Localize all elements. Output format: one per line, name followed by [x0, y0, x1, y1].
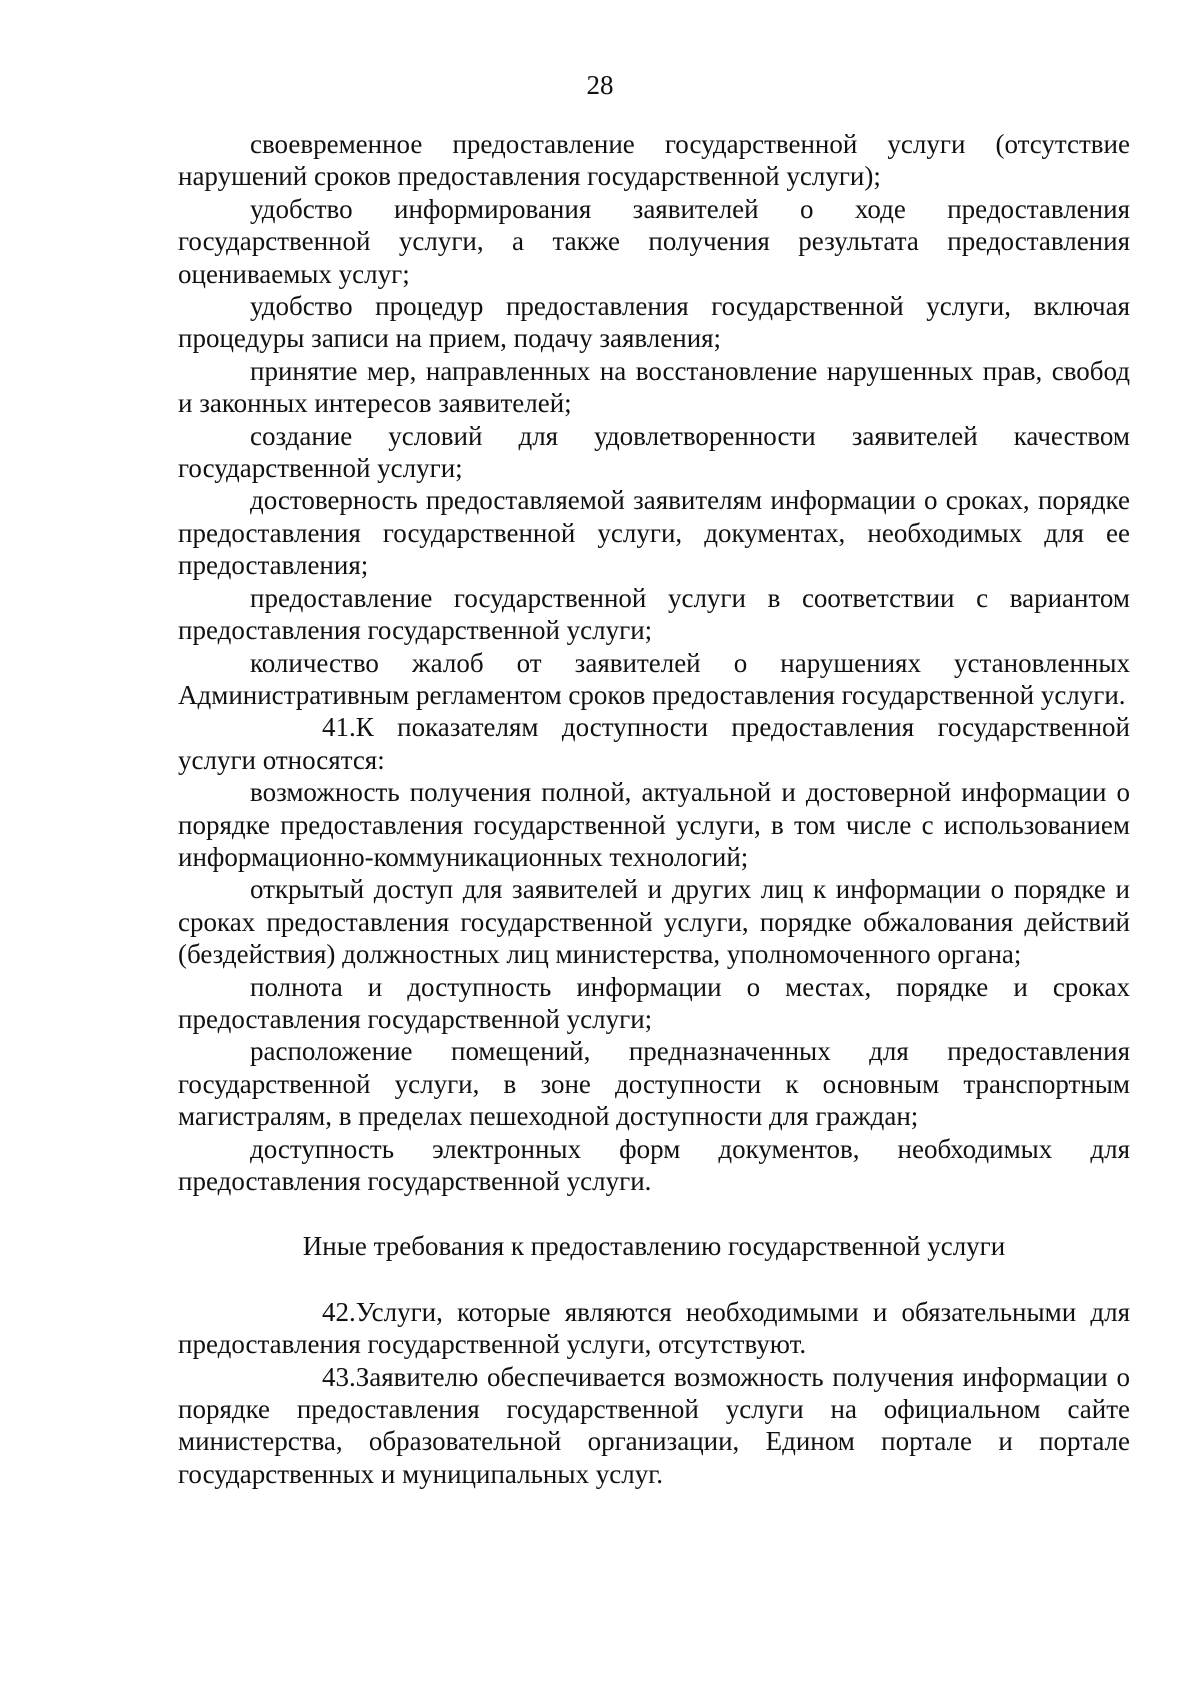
numbered-item-42 — [178, 1296, 1130, 1361]
paragraph: доступность электронных форм документов, необходимых для предоставления государственной услуги. — [178, 1133, 1130, 1196]
paragraph: удобство процедур предоставления государственной услуги, включая процедуры записи на прием, подачу заявления; — [178, 291, 1130, 354]
page-number: 28 — [586, 70, 614, 100]
paragraph: предоставление государственной услуги в соответствии с вариантом предоставления государственной услуги; — [178, 582, 1130, 646]
item-number: 41. — [322, 712, 356, 743]
paragraph: расположение помещений, предназначенных для предоставления государственной услуги, в зоне доступности к основным транспортным магистралям, в пределах пешеходной доступности для граждан; — [178, 1036, 1130, 1132]
paragraph: принятие мер, направленных на восстановление нарушенных прав, свобод и законных интересов заявителей; — [178, 355, 1130, 419]
paragraph: полнота и доступность информации о местах, порядке и сроках предоставления государственной услуги; — [178, 971, 1130, 1034]
paragraph: своевременное предоставление государственной услуги (отсутствие нарушений сроков предоставления государственной услуги); — [178, 129, 1130, 192]
item-text: Заявителю обеспечивается возможность получения информации о порядке предоставления государственной услуги на официальном сайте министерства, образовательной организации, Едином портале и портале государственных и муниципальных услуг. — [178, 1361, 1130, 1489]
item-text: Услуги, которые являются необходимыми и обязательными для предоставления государственной услуги, отсутствуют. — [178, 1296, 1130, 1360]
numbered-item-43 — [178, 1361, 1130, 1491]
paragraph: создание условий для удовлетворенности заявителей качеством государственной услуги; — [178, 420, 1130, 484]
paragraph: удобство информирования заявителей о ходе предоставления государственной услуги, а также получения результата предоставления оцениваемых услуг; — [178, 193, 1130, 289]
paragraph: возможность получения полной, актуальной и достоверной информации о порядке предоставления государственной услуги, в том числе с использованием информационно-коммуникационных технологий; — [178, 777, 1130, 872]
paragraph: достоверность предоставляемой заявителям информации о сроках, порядке предоставления государственной услуги, документах, необходимых для ее предоставления; — [178, 485, 1130, 581]
item-number: 42. — [322, 1296, 356, 1327]
paragraph: открытый доступ для заявителей и других лиц к информации о порядке и сроках предоставления государственной услуги, порядке обжалования действий (бездействия) должностных лиц министерства, уполномоченного органа; — [178, 874, 1130, 970]
document-body — [178, 128, 1130, 1490]
paragraph: количество жалоб от заявителей о нарушениях установленных Административным регламентом сроков предоставления государственной услуги. — [178, 647, 1130, 710]
item-number: 43. — [322, 1361, 356, 1392]
section-heading: Иные требования к предоставлению государственной услуги — [302, 1231, 1006, 1262]
numbered-item-41 — [178, 711, 1130, 776]
item-text: К показателям доступности предоставления государственной услуги относятся: — [178, 712, 1130, 775]
